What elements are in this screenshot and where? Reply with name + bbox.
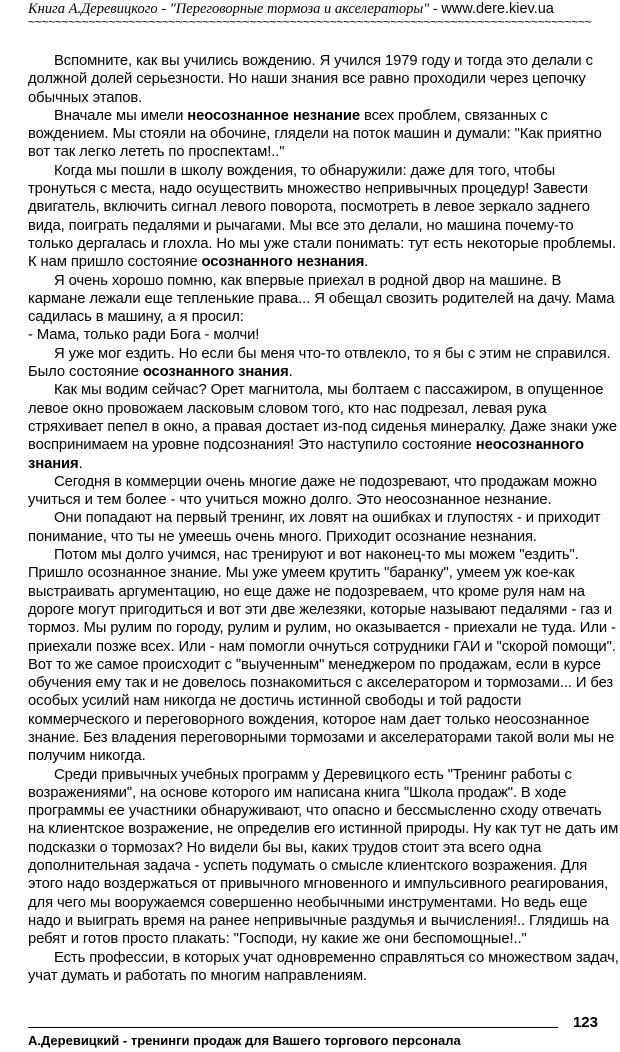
body-text — [28, 52, 620, 985]
text-run: Среди привычных учебных программ у Деревицкого есть "Тренинг работы с возражениями", на основе которого им написана книга "Школа продаж". В ходе программы ее участники обнаруживают, что опасно и бессмысленно сходу отвечать на клиентское возражение, не определив его истинной природы. Ну как тут не дать им подсказки о тормозах? Но видели бы вы, каких трудов стоит эта всего одна дополнительная задача - успеть подумать о смысле клиентского возражения. Для этого надо воздержаться от привычного мгновенного и импульсивного реагирования, для чего мы вооружаемся совершенно необычными инструментами. Но ведь еще надо и выиграть время на ранее непривычные раздумья и вычисления!.. Глядишь на ребят и готов просто плакать: "Господи, ну какие же они беспомощные!.." — [28, 766, 619, 948]
paragraph — [28, 162, 620, 272]
text-run: . — [78, 455, 83, 472]
text-run: Вначале мы имели — [54, 107, 188, 124]
paragraph — [28, 949, 620, 986]
text-run: Сегодня в коммерции очень многие даже не подозревают, что продажам можно учиться и тем более - что учиться можно долго. Это неосознанное незнание. — [28, 473, 597, 509]
bold-term: неосознанного знания — [28, 437, 584, 472]
paragraph — [28, 345, 620, 382]
text-run: Я очень хорошо помню, как впервые приехал в родной двор на машине. В кармане лежали еще тепленькие права... Я обещал свозить родителей на дачу. Мама садилась в машину, а я просил: — [28, 272, 615, 326]
text-run: Они попадают на первый тренинг, их ловят на ошибках и глупостях - и приходит понимание, что ты не умеешь очень много. Приходит осознание незнания. — [28, 510, 601, 545]
paragraph — [28, 766, 620, 949]
paragraph — [28, 473, 620, 510]
text-run: . — [364, 254, 369, 271]
paragraph — [28, 509, 620, 546]
text-run: всех проблем, связанных с вождением. Мы стояли на обочине, глядели на поток машин и думали: "Как приятно вот так легко лететь по проспектам!.." — [28, 107, 602, 161]
paragraph — [28, 381, 620, 472]
book-title: Книга А.Деревицкого - "Переговорные тормоза и акселераторы" - — [28, 1, 438, 17]
paragraph — [28, 272, 620, 327]
bold-term: осознанного незнания — [201, 254, 365, 271]
text-run: - Мама, только ради Бога - молчи! — [28, 327, 260, 344]
header-divider: ~~~~~~~~~~~~~~~~~~~~~~~~~~~~~~~~~~~~~~~~~~~~~~~~~~~~~~~~~~~~~~~~~~~~~~~~~~~~~~~~~~~~ — [28, 15, 592, 29]
text-run: Есть профессии, в которых учат одновременно справляться со множеством задач, учат думать и работать по многим направлениям. — [28, 949, 619, 984]
footer-divider — [28, 1027, 558, 1028]
text-run: Потом мы долго учимся, нас тренируют и вот наконец-то мы можем "ездить". Пришло осознанное знание. Мы уже умеем крутить "баранку", умеем уж кое-как выстраивать аргументацию, но еще даже не подозреваем, что кроме руля нам на дороге могут пригодиться и вот эти две железяки, которые называют педалями - газ и тормоз. Мы рулим по городу, рулим и рулим, но оказывается - приехали не туда. Или - приехали позже всех. Или - нам помогли очнуться сотрудники ГАИ и "скорой помощи". Вот то же самое происходит с "выученным" менеджером по продажам, если в курсе обучения ему так и не довелось познакомиться с акселератором и тормозами... И без особых усилий нам никогда не достичь истинной свободы и той радости коммерческого и переговорного вождения, которое нам дает только неосознанное знание. Без владения переговорными тормозами и акселераторами такой воли мы не получим никогда. — [28, 547, 616, 765]
text-run: Как мы водим сейчас? Орет магнитола, мы болтаем с пассажиром, в опущенное левое окно провожаем ласковым словом того, кто нас подрезал, левая рука стряхивает пепел в окно, а правая достает из-под сиденья минералку. Даже знаки уже воспринимаем на уровне подсознания! Это наступило состояние — [28, 382, 617, 454]
bold-term: неосознанное незнание — [187, 107, 360, 124]
website-link[interactable]: www.dere.kiev.ua — [441, 1, 554, 17]
text-run: Я уже мог ездить. Но если бы меня что-то отвлекло, то я бы с этим не справился. Было состояние — [28, 345, 611, 381]
text-run: Вспомните, как вы учились вождению. Я учился 1979 году и тогда это делали с должной долей серьезности. Но наши знания все равно проходили через цепочку обычных этапов. — [28, 53, 593, 106]
bold-term: осознанного знания — [142, 364, 289, 381]
page-number: 123 — [572, 1014, 598, 1031]
text-run: . — [288, 364, 293, 381]
paragraph — [28, 52, 620, 107]
paragraph — [28, 546, 620, 766]
paragraph — [28, 326, 620, 344]
text-run: Когда мы пошли в школу вождения, то обнаружили: даже для того, чтобы тронуться с места, надо осуществить множество непривычных процедур! Завести двигатель, включить сигнал левого поворота, посмотреть в левое зеркало заднего вида, поиграть педалями и рычагами. Мы все это делали, но машина почему-то только дергалась и глохла. Но мы уже стали понимать: тут есть некоторые проблемы. К нам пришло состояние — [28, 162, 616, 271]
paragraph — [28, 107, 620, 162]
footer-text: А.Деревицкий - тренинги продаж для Вашего торгового персонала — [28, 1033, 461, 1048]
